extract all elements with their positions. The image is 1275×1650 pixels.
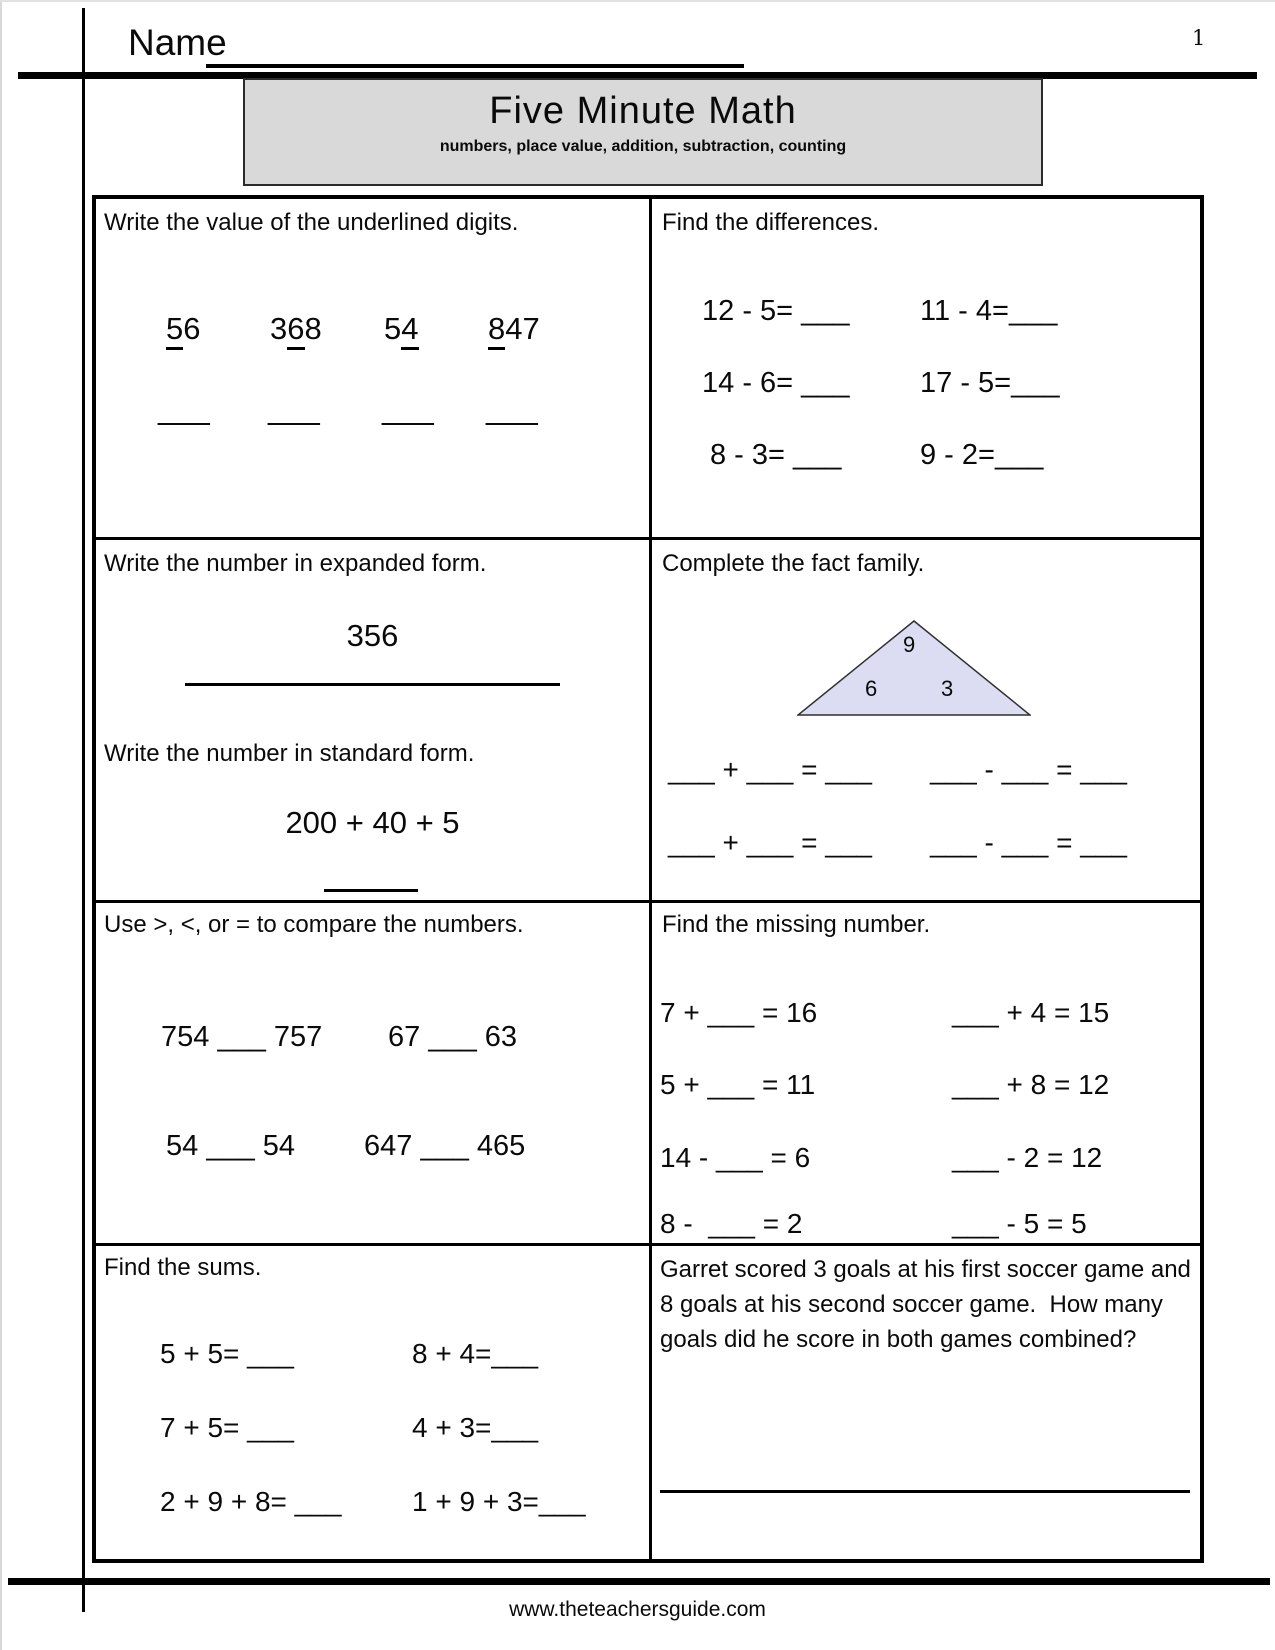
answer-blank: ___: [158, 391, 210, 426]
worksheet-title-box: [243, 78, 1043, 186]
math-problem: 2 + 9 + 8= ___: [160, 1486, 342, 1517]
math-problem: 11 - 4=___: [920, 295, 1058, 327]
math-problem: 5 + ___ = 11: [660, 1069, 816, 1100]
math-problem: 7 + 5= ___: [160, 1412, 294, 1443]
math-problem: 1 + 9 + 3=___: [412, 1486, 586, 1517]
triangle-number-top: 9: [903, 632, 916, 657]
fact-family-equation: ___ - ___ = ___: [930, 827, 1127, 858]
fact-family-triangle: [797, 620, 1031, 717]
math-problem: 8 - 3= ___: [710, 439, 842, 471]
math-problem: 54 ___ 54: [166, 1130, 296, 1162]
worksheet-subtitle: numbers, place value, addition, subtraction, counting: [439, 138, 847, 155]
expanded-form-number: 356: [346, 618, 399, 653]
page-left-edge: [0, 0, 2, 1650]
math-problem: 754 ___ 757: [161, 1021, 323, 1053]
digit-plain: 6: [183, 311, 201, 346]
worksheet-grid: [92, 195, 1204, 1563]
word-problem-text: Garret scored 3 goals at his first soccer game and 8 goals at his second soccer game. How many goals did he score in both games combined?: [660, 1256, 1198, 1353]
prompt-sums: Find the sums.: [104, 1254, 262, 1281]
math-problem: 5 + 5= ___: [160, 1338, 294, 1369]
column-divider: [649, 199, 652, 1559]
digit-plain: 8: [304, 311, 322, 346]
row-divider-2: [96, 900, 1200, 903]
digit-underlined: 8: [488, 311, 505, 350]
page-number: 1: [1192, 26, 1206, 50]
row-divider-1: [96, 537, 1200, 540]
underlined-number: [488, 311, 540, 347]
name-label: Name: [128, 22, 227, 63]
worksheet-title: Five Minute Math: [489, 90, 797, 132]
prompt-compare: Use >, <, or = to compare the numbers.: [104, 911, 524, 938]
math-problem: ___ + 8 = 12: [952, 1069, 1110, 1100]
fact-family-equation: ___ + ___ = ___: [668, 827, 872, 858]
bottom-rule: [8, 1578, 1270, 1585]
answer-blank: ___: [382, 391, 434, 426]
margin-line: [82, 8, 85, 1612]
math-problem: 8 - ___ = 2: [660, 1208, 803, 1239]
math-problem: 14 - 6= ___: [702, 367, 850, 399]
name-blank-line: [206, 64, 744, 68]
prompt-standard-form: Write the number in standard form.: [104, 740, 475, 767]
answer-blank: ___: [268, 391, 320, 426]
prompt-fact-family: Complete the fact family.: [662, 550, 925, 577]
math-problem: ___ - 2 = 12: [952, 1142, 1103, 1173]
prompt-differences: Find the differences.: [662, 209, 880, 236]
math-problem: 14 - ___ = 6: [660, 1142, 811, 1173]
underlined-number: [166, 311, 201, 347]
digit-underlined: 4: [401, 311, 418, 350]
digit-plain: 5: [384, 311, 402, 346]
underlined-number: [270, 311, 322, 347]
digit-plain: 3: [270, 311, 288, 346]
answer-blank: ___: [486, 391, 538, 426]
math-problem: 647 ___ 465: [364, 1130, 526, 1162]
math-problem: 7 + ___ = 16: [660, 997, 818, 1028]
answer-line: [660, 1490, 1190, 1493]
row-divider-3: [96, 1243, 1200, 1246]
prompt-underlined-digits: Write the value of the underlined digits.: [104, 209, 519, 236]
math-problem: 17 - 5=___: [920, 367, 1060, 399]
math-problem: ___ - 5 = 5: [952, 1208, 1087, 1239]
math-problem: 8 + 4=___: [412, 1338, 539, 1369]
prompt-missing-number: Find the missing number.: [662, 911, 931, 938]
standard-form-expression: 200 + 40 + 5: [285, 805, 460, 840]
digit-plain: 47: [505, 311, 540, 346]
math-problem: ___ + 4 = 15: [952, 997, 1110, 1028]
math-problem: 9 - 2=___: [920, 439, 1044, 471]
fact-family-equation: ___ + ___ = ___: [668, 754, 872, 785]
triangle-number-left: 6: [865, 676, 878, 701]
math-problem: 67 ___ 63: [388, 1021, 518, 1053]
math-problem: 12 - 5= ___: [702, 295, 850, 327]
triangle-number-right: 3: [941, 676, 954, 701]
math-problem: 4 + 3=___: [412, 1412, 539, 1443]
page-top-edge: [0, 0, 1275, 2]
prompt-expanded-form: Write the number in expanded form.: [104, 550, 487, 577]
underlined-number: [384, 311, 419, 347]
digit-underlined: 5: [166, 311, 183, 350]
digit-underlined: 6: [287, 311, 304, 350]
answer-line: [324, 889, 418, 892]
footer-url: www.theteachersguide.com: [509, 1598, 766, 1621]
fact-family-equation: ___ - ___ = ___: [930, 754, 1127, 785]
answer-line: [185, 683, 560, 686]
